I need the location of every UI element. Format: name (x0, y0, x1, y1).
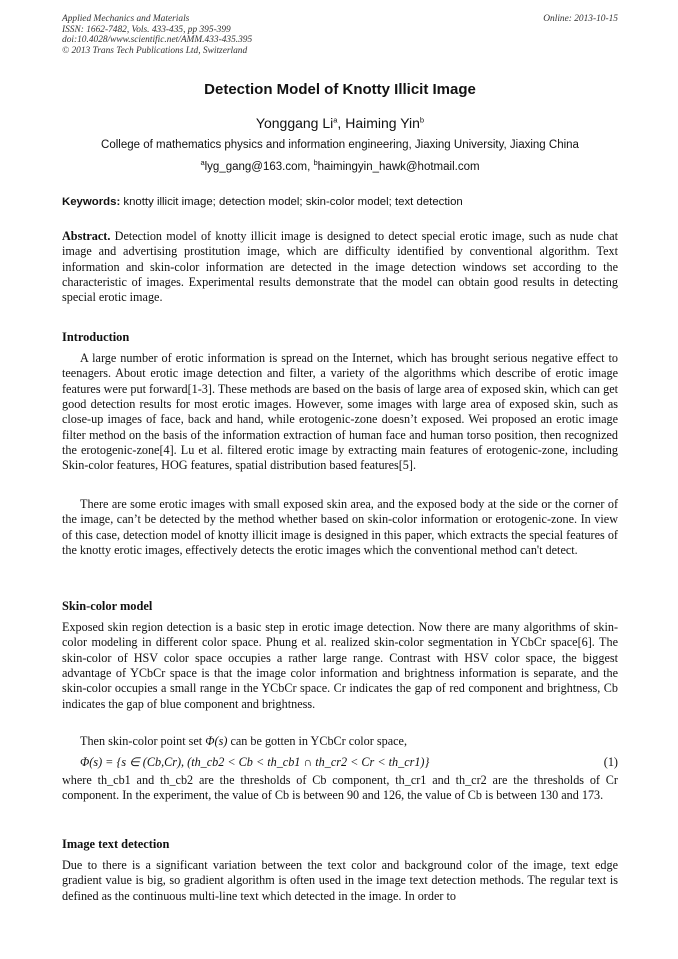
keywords (62, 195, 618, 210)
text-run: Then skin-color point set (80, 734, 206, 748)
abstract (62, 229, 618, 305)
equation-number: (1) (603, 755, 618, 769)
author-separator: , (337, 115, 346, 131)
equation-body: Φ(s) = {s ∈ (Cb,Cr), (th_cb2 < Cb < th_cb1 ∩ th_cr2 < Cr < th_cr1)} (80, 755, 430, 769)
author-name: Haiming Yin (345, 115, 420, 131)
author-name: Yonggang Li (255, 115, 334, 131)
keywords-label: Keywords: (62, 196, 121, 208)
math-symbol: Φ(s) (205, 734, 228, 748)
section-heading-skin-color-model: Skin-color model (62, 599, 153, 613)
email-superscript: b (313, 158, 318, 168)
issn-line: ISSN: 1662-7482, Vols. 433-435, pp 395-399 (62, 24, 231, 35)
journal-name: Applied Mechanics and Materials (62, 14, 190, 24)
author-emails (62, 159, 618, 175)
text-run: can be gotten in YCbCr color space, (227, 734, 407, 748)
section-heading-image-text-detection: Image text detection (62, 837, 170, 851)
abstract-label: Abstract. (62, 229, 111, 243)
abstract-text: Detection model of knotty illicit image is designed to detect special erotic image, such as nude chat image and advertising prostitution image, which are difficulty identified by conventional algorithm. Text information and skin-color information are detected in the image detection windows set according to the characteristic of images. Experimental results demonstrate that the model can obtain good results in detecting special erotic image. (62, 229, 618, 305)
paragraph: A large number of erotic information is spread on the Internet, which has brought serious negative effect to teenagers. About erotic image detection and filter, a variety of the algorithms which describe of erotic image features were put forward[1-3]. These methods are based on the basis of large area of exposed skin, which can get good detection results for most erotic images. However, some images with large area of exposed skin, such as close-up images of face, back and hand, while erotogenic-zone doesn’t exposed. Wei proposed an erotic image filter method on the basis of the information extraction of human face and human torso position, then recognized the erotogenic-zone[4]. Lu et al. filtered erotic image by extracting main features of erotogenic-zone, including Skin-color features, HOG features, spatial distribution based features[5]. (62, 351, 618, 473)
paragraph (62, 734, 618, 749)
paragraph: where th_cb1 and th_cb2 are the thresholds of Cb component, th_cr1 and th_cr2 are the thresholds of Cr component. In the experiment, the value of Cb is between 90 and 126, the value of Cb is between 130 and 173. (62, 773, 618, 803)
email-link[interactable]: haimingyin_hawk@hotmail.com (317, 161, 480, 173)
paper-title: Detection Model of Knotty Illicit Image (204, 81, 476, 98)
paragraph: There are some erotic images with small exposed skin area, and the exposed body at the side or the corner of the image, can’t be detected by the method whether based on skin-color information or erotogenic-zone. In view of this case, detection model of knotty illicit image is designed in this paper, which extracts the special features of the knotty erotic images, effectively detects the erotic images which the conventional method can't detect. (62, 497, 618, 558)
email-link[interactable]: lyg_gang@163.com, (204, 161, 314, 173)
online-date: Online: 2013-10-15 (543, 14, 618, 24)
author-superscript: a (333, 115, 338, 125)
section-heading-introduction: Introduction (62, 330, 130, 344)
email-superscript: a (200, 158, 205, 168)
copyright-line: © 2013 Trans Tech Publications Ltd, Switzerland (62, 45, 248, 56)
author-list (62, 114, 618, 132)
paragraph: Due to there is a significant variation between the text color and background color of the image, text edge gradient value is big, so gradient algorithm is often used in the image text detection methods. The regular text is defined as the continuous multi-line text which detected in the image. In order to (62, 858, 618, 903)
paragraph: Exposed skin region detection is a basic step in erotic image detection. Now there are many algorithms of skin-color modeling in different color space. Phung et al. realized skin-color segmentation in YCbCr space[6]. The skin-color of HSV color space occupies a rather large range. Contrast with HSV color space, the biggest advantage of YCbCr space is that the image color information and brightness information is separate, and the skin-color occupies a small range in the YCbCr space. Cr indicates the gap of red component and brightness, Cb indicates the gap of blue component and brightness. (62, 620, 618, 711)
affiliation: College of mathematics physics and information engineering, Jiaxing University, Jiaxing China (101, 139, 579, 151)
doi-line: doi:10.4028/www.scientific.net/AMM.433-435.395 (62, 35, 253, 46)
journal-header (62, 14, 618, 56)
keywords-text: knotty illicit image; detection model; skin-color model; text detection (120, 196, 463, 208)
equation-1 (80, 754, 618, 770)
author-superscript: b (419, 115, 425, 125)
